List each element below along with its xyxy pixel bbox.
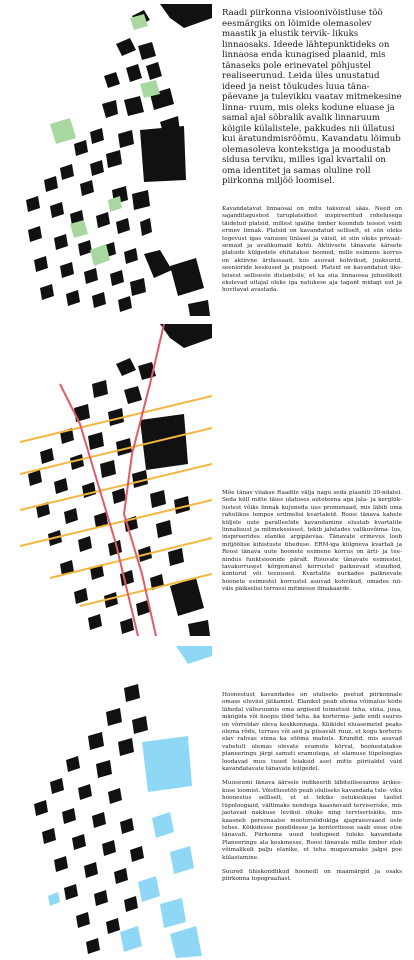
section3-body-text: [222, 692, 402, 891]
building-footprints: [26, 4, 212, 316]
section2-body-text: [222, 490, 402, 601]
panel-public-buildings: [0, 640, 414, 960]
section1-body: Kavandatavat linnaosal on mitu taksuvat sääs. Need on sajanditagustest turuplatsidest inspireeritud rohelusega täidetud platsid, millest igaühe ümber koondub teisest veidi erinev linnak. Platsid on kavandatud selliselt, et siin oleks tegevust igas vanuses linlasel ja väisil, et siin oleks privaat- semaid ja avalikumaid kohti. Aktiivsete tänavate äärsete platside külgedele ehitatakse hooned, mille esimene korrus on aktiivne ärifassaad, kus asuvad kohvikud, juuksurid, seenioride keskused ja pisipoed. Platsid on kavandatud üks- teisest selliseste distantsile, et ka siia linnaossa juhuslikult ekslevad uitajal oleks iga natukese aja tagant midagi uut ja huvitavat avastada.: [222, 206, 402, 294]
figure-ground-map-blue: [20, 646, 212, 958]
building-footprints: [34, 684, 148, 954]
map-existing-context: [20, 4, 212, 316]
section3-body2: Muuseumi tänava äärsele indikeerib läbiteilisesanne ärikes- kuse loomist. Võistlusetöö peab oluliseks kavandada tule- viku hoonestus selliselt, et ei tekiks ostukeskuse taolist tüpoloogiaid, vältimaks nendega kaasnevaid terviseriske, mis jaotavad nakkuse levikut ohuks ning terviseriskiks, mis kaasneb personaalse mootorsõidukiga ajapraesvaaed oste tehes. Köikidesse poodidesse ja kontoritesse saab sisse otse tänavalt. Piirkonna uued toidupoed tuleks kavandada Planeeringu ala keskmesse, Roosi tänavale mille ümber elab võimalikult palju elanike, et teha mugavamaks jalgsi poe külastamine.: [222, 780, 402, 861]
map-street-network: [20, 324, 212, 636]
figure-ground-map-green: [20, 4, 212, 316]
building-footprints: [28, 324, 212, 636]
panel-existing-context: [0, 0, 414, 320]
figure-ground-map-streets: [20, 324, 212, 636]
section3-body1: Hoonestust kavandades on oluliseks peetud piirkonnale omase eluviisi jätkamist. Elanikel peab olema võimalus kodu lähedal välisruumis oma argiseid toimetusi teha, süüa, juua, mängida või hoopis tööd teha. ka korterma- jade endi suurus on võrreldav oleva keskkonnaga. Köikidel eluasemetel peaks olema rõdu, terrass või aed ja piisavalt ruuz, et kogu korteris elav rahvas sinna ka sööma mahuls. Krundid, mis asuvad vahetult olemas olevate eramute körval, hoonestatakse planeeringu järgi samuti eramutega, et elamuse tüpoloogias loodavad muu tused leiaksid aset mitte piiriialdel vaid kavandatavate tänavate külgedel.: [222, 692, 402, 773]
section1-lead: Raadi piirkonna visioonivõistluse töö eesmärgiks on lõimide olemasolev maastik ja elustik tervik- likuks linnaosaks. Ideede lähtepunktideks on linnaosa enda kunagised plaanid, mis tänaseks pole erinevatel põhjustel realiseerunud. Leida üles unustatud ideed ja neist tõukudes luua täna- päevane ja tulevikku vaatav mitmekesine linna- ruum, mis oleks kodune eluase ja samal ajal sõbralik avalik linnaruum kõigile külalistele, pakkudes nii üllatusi kui äratundmisrõõmu. Kavandatu lõimub olemasoleva kontekstiga ja moodustab sidusa terviku, milles igal kvartalil on oma identitet ja samas oluline roll piirkonna miljöö loomisel.: [222, 8, 402, 186]
section3-body3: Suured ühiskondlikud hoonedl on maamärgid ja osaks piirkonna topograafiast.: [222, 868, 402, 883]
section1-body-text: [222, 206, 402, 302]
panel-street-network: [0, 320, 414, 640]
section2-body: Mõe tänav viiakse Raadile välja nagu seda plaaniti 30-ndatel. Seda küll mitte täies ulatuses autoteena aga jala- ja kergliik- lustest võiks linnak kujuneda uus promenaad, mis läbib oma rahulikus tempos erilmelisi kvartaleid. Roosi tänava kahele küljele uute paralleelide kavandamine elustab kvartalite linnalisust ja mitmekesisust, tekib jalutades valikuvõima- lus, inspireerides elanike argipäevaa. Tänavate erinevus loob mitjöölise kihistuste tiheduse. ERM-iga külgneva kvartali ja Roosi tänava uute hoonete esimene korrus on ärti- ja tee- nindus funktsioonide päralt. Risuvate tänavate esimestel, tavakorrusest kõrgemanel korrustel paiknevad stuudiod, kontorid või teenused. Kvartalite nurkades paiknevate hoonete esimestel korrustel asuvad kohvikud, omades nii- väis päikselisi terrassi mitmesse ilmakaarde.: [222, 490, 402, 593]
map-public-buildings: [20, 646, 212, 958]
section1-lead-text: [222, 8, 402, 187]
